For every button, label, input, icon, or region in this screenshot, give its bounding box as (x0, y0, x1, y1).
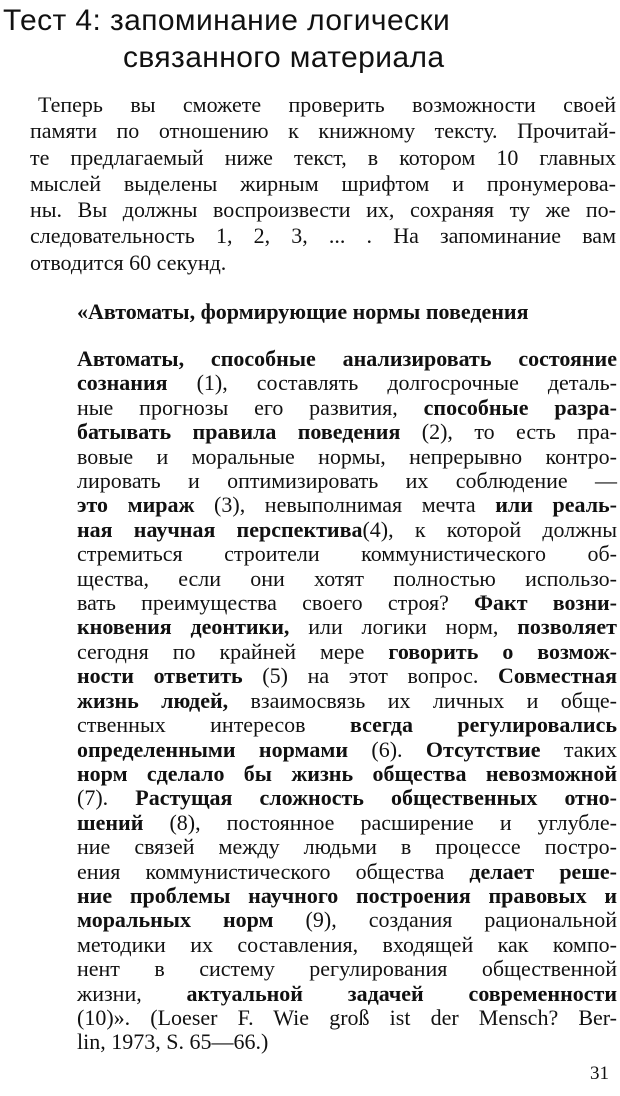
body-line (77, 908, 617, 932)
bold-key-phrase: Отсутствие (425, 736, 541, 762)
text-segment: ения коммунистического общества (77, 858, 470, 884)
title-line-2: связанного материала (123, 41, 445, 74)
intro-line: следовательность 1, 2, 3, ... . На запоминание вам (30, 223, 616, 249)
body-line (77, 469, 617, 493)
text-segment: (6). (348, 736, 426, 762)
text-segment: (8), постоянное расширение и углубле- (143, 809, 617, 835)
body-line (77, 689, 617, 713)
body-line (77, 860, 617, 884)
bold-key-phrase: делает реше- (469, 858, 617, 884)
page-title (3, 2, 603, 76)
text-segment: (10)». (Loeser F. Wie groß ist der Mensch? Ber- (77, 1004, 617, 1030)
bold-key-phrase: Факт возни- (474, 590, 617, 616)
text-segment: стремиться строители коммунистического об- (77, 541, 617, 567)
bold-key-phrase: норм сделало бы жизнь общества невозможной (77, 760, 617, 786)
body-line (77, 811, 617, 835)
intro-line: ны. Вы должны воспроизвести их, сохраняя ту же по- (30, 197, 616, 223)
text-segment: взаимосвязь их личных и обще- (228, 687, 618, 713)
bold-key-phrase: Автоматы, способные анализировать состояние (77, 346, 617, 371)
body-line (77, 591, 617, 615)
body-line (77, 493, 617, 517)
intro-line: те предлагаемый ниже текст, в котором 10 главных (30, 144, 616, 170)
bold-key-phrase: это мираж (77, 492, 195, 518)
body-line (77, 640, 617, 664)
bold-key-phrase: моральных норм (77, 907, 274, 933)
body-line (77, 615, 617, 639)
bold-key-phrase: Растущая сложность общественных отно- (135, 785, 617, 811)
text-segment: ственных интересов (77, 712, 350, 738)
intro-paragraph (30, 92, 616, 276)
intro-line: памяти по отношению к книжному тексту. Прочитай- (30, 118, 616, 144)
bold-key-phrase: способные разра- (423, 394, 617, 420)
body-line (77, 933, 617, 957)
body-line (77, 347, 617, 371)
text-segment: (9), создания рациональной (273, 907, 617, 933)
bold-key-phrase: ние проблемы научного построения правовых и (77, 882, 617, 908)
body-line (77, 835, 617, 859)
body-line (77, 738, 617, 762)
body-line (77, 1006, 617, 1030)
text-segment: лировать и оптимизировать их соблюдение — (77, 468, 617, 494)
bold-key-phrase: батывать правила поведения (77, 419, 401, 445)
quoted-text-title: «Автоматы, формирующие нормы поведения (77, 299, 529, 324)
intro-line: отводится 60 секунд. (30, 249, 227, 275)
body-line (77, 957, 617, 981)
text-segment: вовые и моральные нормы, непрерывно контро- (77, 443, 617, 469)
body-line (77, 567, 617, 591)
page-number: 31 (590, 1063, 609, 1084)
text-segment: (2), то есть пра- (400, 419, 617, 445)
bold-key-phrase: всегда регулировались (349, 712, 617, 738)
bold-key-phrase: жизнь людей, (77, 687, 229, 713)
bold-key-phrase: или реаль- (495, 492, 618, 518)
body-line (77, 396, 617, 420)
text-segment: сегодня по крайней мере (77, 638, 389, 664)
body-line (77, 713, 617, 737)
body-line (77, 542, 617, 566)
title-line-1: Тест 4: запоминание логически (3, 4, 451, 37)
body-line (77, 1030, 617, 1054)
quoted-text-body (77, 347, 617, 1055)
body-line (77, 762, 617, 786)
text-segment: ные прогнозы его развития, (77, 394, 424, 420)
text-segment: таких (540, 736, 617, 762)
bold-key-phrase: определенными нормами (77, 736, 349, 762)
text-segment: нент в систему регулирования общественной (77, 956, 617, 982)
text-segment: (1), составлять долгосрочные деталь- (167, 370, 617, 396)
text-segment: методики их составления, входящей как компо- (77, 931, 617, 957)
intro-line: Теперь вы сможете проверить возможности своей (38, 92, 616, 117)
bold-key-phrase: кновения деонтики, (77, 614, 290, 640)
bold-key-phrase: ности ответить (77, 663, 243, 689)
body-line (77, 982, 617, 1006)
text-segment: (7). (77, 785, 136, 811)
text-segment: (4), к которой должны (362, 516, 617, 542)
intro-line: мыслей выделены жирным шрифтом и пронумерова- (30, 170, 616, 196)
text-segment: (3), невыполнимая мечта (194, 492, 496, 518)
bold-key-phrase: сознания (77, 370, 168, 396)
body-line (77, 884, 617, 908)
text-segment: щества, если они хотят полностью использо- (77, 565, 617, 591)
body-line (77, 664, 617, 688)
body-line (77, 371, 617, 395)
bold-key-phrase: ная научная перспектива (77, 516, 363, 542)
body-line (77, 518, 617, 542)
text-segment: ние связей между людьми в процессе постро- (77, 834, 617, 860)
bold-key-phrase: Совместная (497, 663, 617, 689)
bold-key-phrase: шений (77, 809, 144, 835)
body-line (77, 420, 617, 444)
text-segment: (5) на этот вопрос. (242, 663, 498, 689)
body-line (77, 786, 617, 810)
text-segment: или логики норм, (289, 614, 518, 640)
text-segment: жизни, (77, 980, 187, 1006)
bold-key-phrase: актуальной задачей современности (186, 980, 617, 1006)
bold-key-phrase: позволяет (517, 614, 617, 640)
body-line (77, 445, 617, 469)
text-segment: вать преимущества своего строя? (77, 590, 475, 616)
bold-key-phrase: говорить о возмож- (388, 638, 617, 664)
text-segment: lin, 1973, S. 65—66.) (77, 1029, 269, 1055)
